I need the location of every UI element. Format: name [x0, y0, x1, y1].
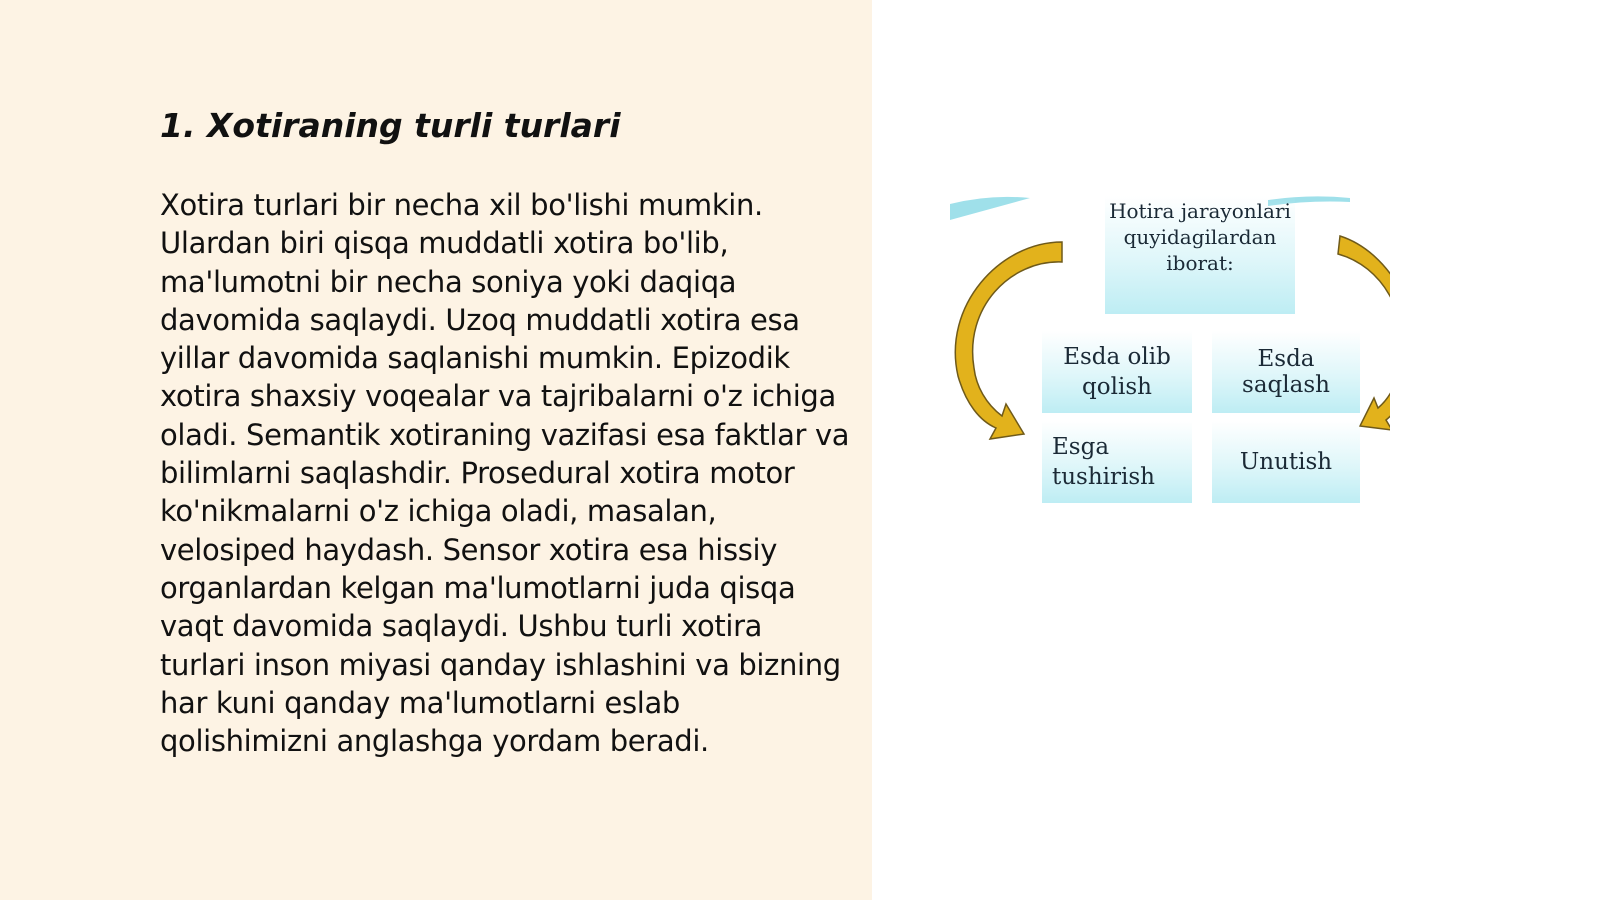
diagram-header-box: Hotira jarayonlari quyidagilardan iborat: — [1105, 196, 1295, 314]
process-recall: Esga tushirish — [1042, 421, 1192, 503]
process-store: Esda saqlash — [1212, 331, 1360, 413]
slide-title: 1. Xotiraning turli turlari — [160, 106, 621, 145]
accent-stroke-left — [950, 197, 1030, 220]
process-forget: Unutish — [1212, 421, 1360, 503]
process-retain: Esda olib qolish — [1042, 331, 1192, 413]
memory-process-diagram — [950, 196, 1390, 516]
slide-body-text: Xotira turlari bir necha xil bo'lishi mumkin. Ulardan biri qisqa muddatli xotira bo'lib, ma'lumotni bir necha soniya yoki daqiqa davomida saqlaydi. Uzoq muddatli xotira esa yillar davomida saqlanishi mumkin. Epizodik xotira shaxsiy voqealar va tajribalarni o'z ichiga oladi. Semantik xotiraning vazifasi esa faktlar va bilimlarni saqlashdir. Prosedural xotira motor ko'nikmalarni o'z ichiga oladi, masalan, velosiped haydash. Sensor xotira esa hissiy organlardan kelgan ma'lumotlarni juda qisqa vaqt davomida saqlaydi. Ushbu turli xotira turlari inson miyasi qanday ishlashini va bizning har kuni qanday ma'lumotlarni eslab qolishimizni anglashga yordam beradi. — [160, 188, 850, 759]
